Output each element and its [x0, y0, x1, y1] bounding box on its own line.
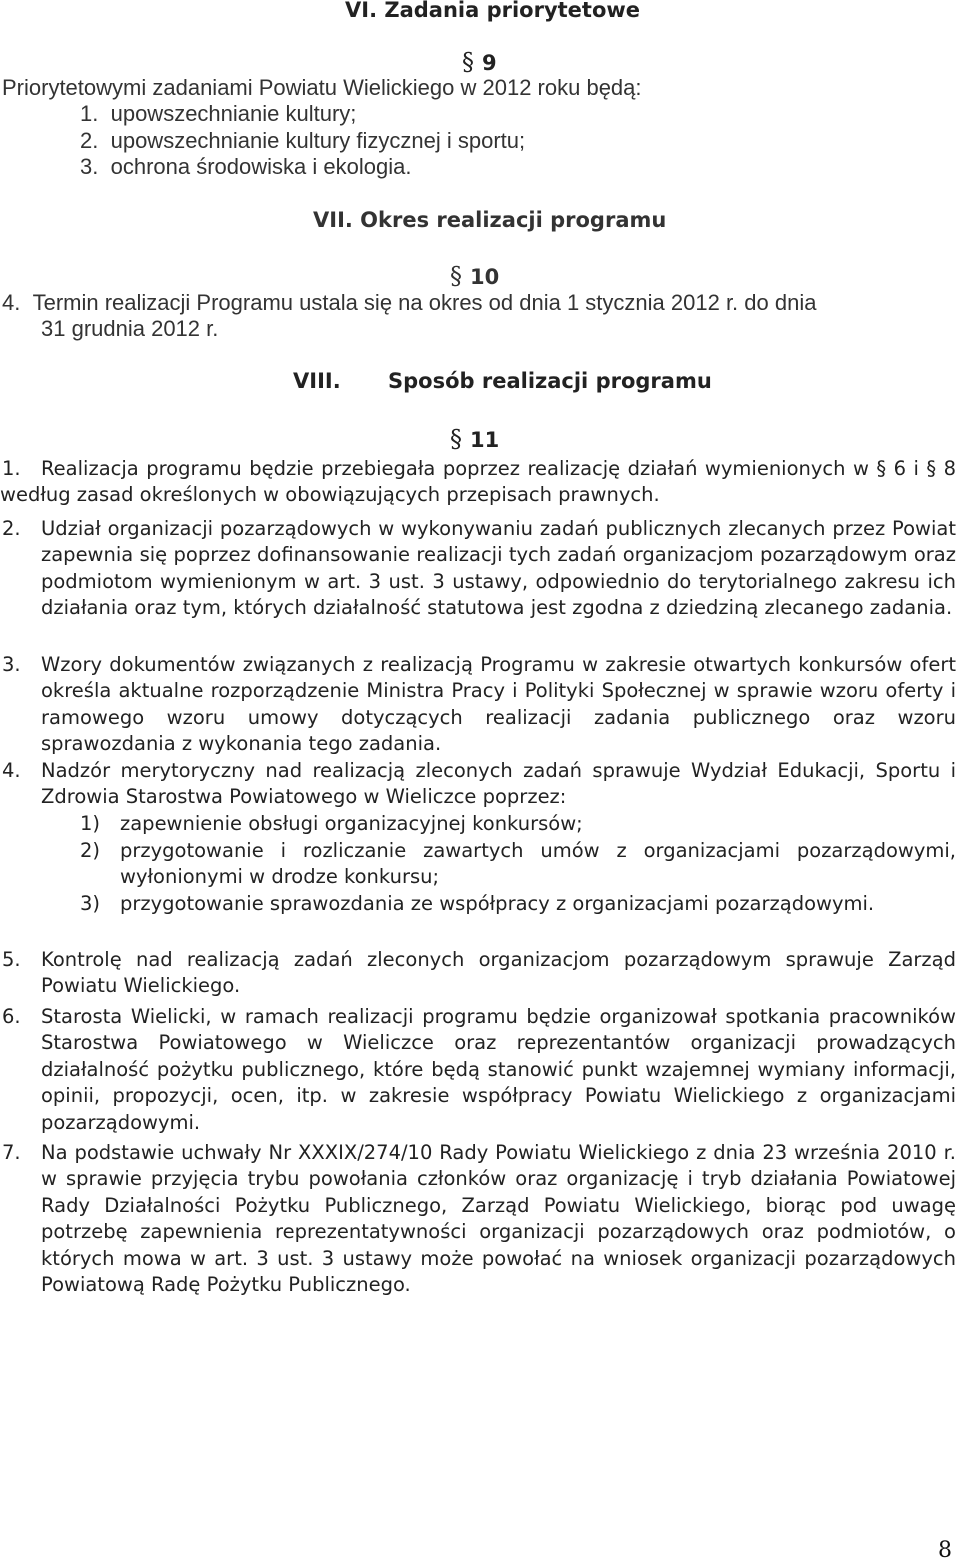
list-item: [0, 456, 956, 509]
priority-item-text: upowszechnianie kultury;: [110, 101, 357, 126]
paragraph-number: 9: [482, 51, 497, 75]
period-item-number: 4.: [2, 290, 21, 315]
sub-list-item: [80, 838, 956, 891]
section-heading-viii-title: Sposób realizacji programu: [388, 369, 712, 393]
list-item-number: 3.: [2, 653, 21, 676]
list-item: [0, 1140, 956, 1298]
priority-item-number: 3.: [80, 154, 99, 179]
sub-list-item-text: przygotowanie i rozliczanie zawartych umów z organizacjami pozarządowymi, wyłonionymi w drodze konkursu;: [120, 839, 956, 889]
list-item-text: Nadzór merytoryczny nad realizacją zleconych zadań sprawuje Wydział Edukacji, Sportu i Zdrowia Starostwa Powiatowego w Wieliczce poprzez:: [41, 759, 956, 809]
sub-list-item-number: 1): [80, 812, 101, 835]
sub-list-item: [80, 811, 956, 837]
sub-list-item-number: 3): [80, 892, 101, 915]
sub-list-item-text: zapewnienie obsługi organizacyjnej konkursów;: [120, 812, 583, 835]
list-item-number: 6.: [2, 1005, 21, 1028]
priority-item-text: upowszechnianie kultury fizycznej i sportu;: [110, 128, 526, 153]
section-heading-vi: VI. Zadania priorytetowe: [345, 0, 641, 22]
paragraph-number: 10: [470, 265, 500, 289]
paragraph-marker-10: [450, 262, 499, 290]
program-period-line-2: 31 grudnia 2012 r.: [41, 316, 219, 341]
paragraph-marker-9: [462, 48, 497, 76]
list-item-text: Kontrolę nad realizacją zadań zleconych organizacjom pozarządowym sprawuje Zarząd Powiatu Wielickiego.: [41, 948, 956, 998]
priority-item-number: 1.: [80, 101, 99, 126]
list-item: [0, 516, 956, 622]
list-item-number: 5.: [2, 948, 21, 971]
sub-list-item-number: 2): [80, 839, 101, 862]
priority-item-text: ochrona środowiska i ekologia.: [110, 154, 412, 179]
list-item: [0, 652, 956, 758]
priority-item-number: 2.: [80, 128, 99, 153]
list-item-text: Wzory dokumentów związanych z realizacją Programu w zakresie otwartych konkursów ofert określa aktualne rozporządzenie Ministra Pracy i Polityki Społecznej w sprawie wzoru oferty i ramowego wzoru umowy dotyczących realizacji zadania publicznego oraz wzoru sprawozdania z wykonania tego zadania.: [41, 653, 956, 756]
list-item-text: Realizacja programu będzie przebiegała poprzez realizację działań wymienionych w § 6 i § 8 według zasad określonych w obowiązujących przepisach prawnych.: [0, 457, 956, 507]
paragraph-marker-11: [450, 425, 499, 453]
period-item-text: Termin realizacji Programu ustala się na okres od dnia 1 stycznia 2012 r. do dnia: [32, 290, 817, 315]
list-item-text: Na podstawie uchwały Nr XXXIX/274/10 Rady Powiatu Wielickiego z dnia 23 września 2010 r. w sprawie przyjęcia trybu powołania członków oraz organizację i tryb działania Powiatowej Rady Działalności Pożytku Publicznego, Zarząd Powiatu Wielickiego, biorąc pod uwagę potrzebę zapewnienia reprezentatywności organizacji pozarządowych oraz podmiotów, o których mowa w art. 3 ust. 3 ustawy może powołać na wniosek organizacji pozarządowych Powiatową Radę Pożytku Publicznego.: [41, 1141, 956, 1297]
priority-item: [80, 128, 525, 154]
priority-item: [80, 154, 411, 180]
list-item-text: Starosta Wielicki, w ramach realizacji programu będzie organizował spotkania pracowników Starostwa Powiatowego w Wieliczce oraz reprezentantów organizacji prowadzących działalność pożytku publicznego, które będą stanowić punkt wzajemnej wymiany informacji, opinii, propozycji, ocen, itp. w zakresie współpracy Powiatu Wielickiego z organizacjami pozarządowymi.: [41, 1005, 956, 1134]
page-number: 8: [938, 1538, 952, 1563]
section-symbol: §: [450, 425, 462, 453]
list-item-number: 7.: [2, 1141, 21, 1164]
section-symbol: §: [450, 262, 462, 290]
priorities-intro: Priorytetowymi zadaniami Powiatu Wielickiego w 2012 roku będą:: [2, 75, 642, 100]
paragraph-number: 11: [470, 428, 500, 452]
program-period-line: [2, 290, 816, 316]
list-item-number: 2.: [2, 517, 21, 540]
sub-list-item: [80, 891, 956, 917]
list-item-text: Udział organizacji pozarządowych w wykonywaniu zadań publicznych zlecanych przez Powiat zapewnia się poprzez dofinansowanie realizacji tych zadań organizacjom pozarządowym oraz podmiotom wymienionym w art. 3 ust. 3 ustawy, odpowiednio do terytorialnego zakresu ich działania oraz tym, których działalność statutowa jest zgodna z dziedziną zlecanego zadania.: [41, 517, 956, 620]
priority-item: [80, 101, 356, 127]
section-symbol: §: [462, 48, 474, 76]
sub-list-item-text: przygotowanie sprawozdania ze współpracy z organizacjami pozarządowymi.: [120, 892, 875, 915]
list-item-number: 1.: [2, 457, 21, 480]
list-item: [0, 1004, 956, 1136]
section-heading-viii-number: VIII.: [293, 369, 341, 393]
list-item-number: 4.: [2, 759, 21, 782]
section-heading-vii: VII. Okres realizacji programu: [313, 208, 667, 232]
list-item: [0, 947, 956, 1000]
list-item: [0, 758, 956, 811]
